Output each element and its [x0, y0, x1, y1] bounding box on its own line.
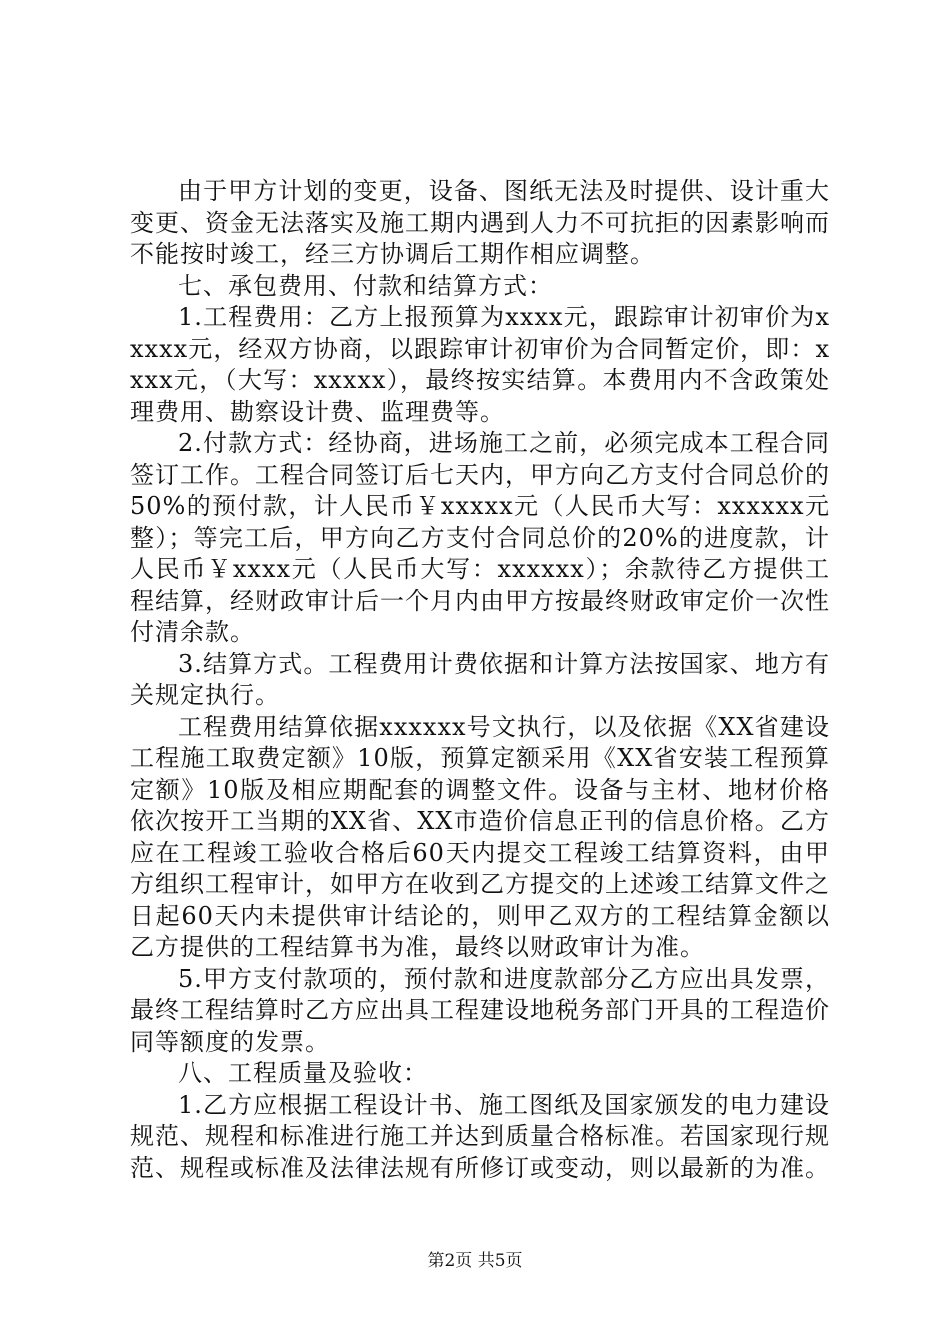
paragraph-payment-method: 2.付款方式：经协商，进场施工之前，必须完成本工程合同签订工作。工程合同签订后七天内，甲方向乙方支付合同总价的50%的预付款，计人民币￥xxxxx元（人民币大写：xxxxxx元整）；等完工后，甲方向乙方支付合同总价的20%的进度款，计人民币￥xxxx元（人民币大写：xxxxxx）；余款待乙方提供工程结算，经财政审计后一个月内由甲方按最终财政审定价一次性付清余款。: [130, 429, 830, 646]
paragraph-project-cost: 1.工程费用：乙方上报预算为xxxx元，跟踪审计初审价为xxxxx元，经双方协商，以跟踪审计初审价为合同暂定价，即：xxxx元，（大写：xxxxx），最终按实结算。本费用内不含政策处理费用、勘察设计费、监理费等。: [130, 303, 830, 426]
section-heading-payment: 七、承包费用、付款和结算方式：: [178, 271, 553, 300]
section-heading-quality: 八、工程质量及验收：: [178, 1059, 428, 1087]
document-body: [130, 176, 830, 1184]
paragraph-schedule-adjustment: 由于甲方计划的变更，设备、图纸无法及时提供、设计重大变更、资金无法落实及施工期内遇到人力不可抗拒的因素影响而不能按时竣工，经三方协调后工期作相应调整。: [130, 177, 830, 268]
paragraph-quality-standard: 1.乙方应根据工程设计书、施工图纸及国家颁发的电力建设规范、规程和标准进行施工并达到质量合格标准。若国家现行规范、规程或标准及法律法规有所修订或变动，则以最新的为准。: [130, 1090, 830, 1182]
paragraph-invoice: 5.甲方支付款项的，预付款和进度款部分乙方应出具发票，最终工程结算时乙方应出具工程建设地税务部门开具的工程造价同等额度的发票。: [130, 964, 830, 1056]
paragraph-settlement-basis: 工程费用结算依据xxxxxx号文执行，以及依据《XX省建设工程施工取费定额》10版，预算定额采用《XX省安装工程预算定额》10版及相应期配套的调整文件。设备与主材、地材价格依次按开工当期的XX省、XX市造价信息正刊的信息价格。乙方应在工程竣工验收合格后60天内提交工程竣工结算资料，由甲方组织工程审计，如甲方在收到乙方提交的上述竣工结算文件之日起60天内未提供审计结论的，则甲乙双方的工程结算金额以乙方提供的工程结算书为准，最终以财政审计为准。: [130, 712, 830, 961]
page-number-footer: 第2页 共5页: [427, 1251, 523, 1271]
paragraph-settlement-method: 3.结算方式。工程费用计费依据和计算方法按国家、地方有关规定执行。: [130, 649, 830, 709]
